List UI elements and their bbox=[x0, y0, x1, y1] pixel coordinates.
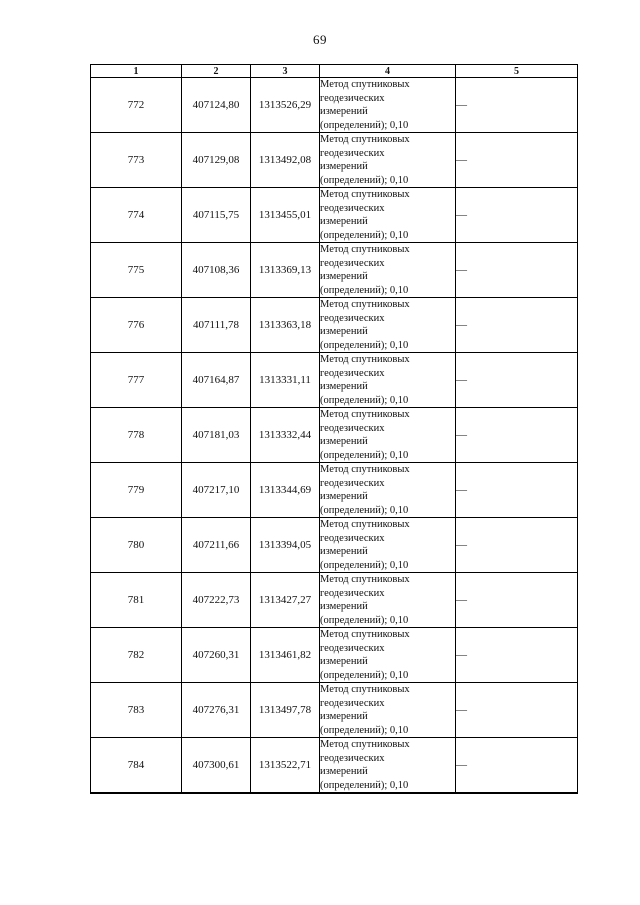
method-line: геодезических bbox=[320, 367, 385, 379]
method-line: измерений bbox=[320, 271, 368, 282]
method-line: (определений); 0,10 bbox=[320, 119, 409, 131]
method-cell bbox=[320, 353, 456, 408]
method-cell bbox=[320, 298, 456, 353]
table-row bbox=[91, 628, 578, 683]
x-coordinate-cell: 407260,31 bbox=[182, 628, 251, 683]
note-cell: — bbox=[456, 298, 578, 353]
note-cell: — bbox=[456, 518, 578, 573]
method-cell bbox=[320, 683, 456, 738]
note-cell: — bbox=[456, 188, 578, 243]
x-coordinate-cell: 407115,75 bbox=[182, 188, 251, 243]
method-line: (определений); 0,10 bbox=[320, 669, 409, 681]
method-line: (определений); 0,10 bbox=[320, 559, 409, 571]
method-cell bbox=[320, 573, 456, 628]
x-coordinate-cell: 407124,80 bbox=[182, 78, 251, 133]
coordinates-table bbox=[90, 64, 578, 794]
method-line: Метод спутниковых bbox=[320, 464, 410, 475]
note-cell: — bbox=[456, 78, 578, 133]
point-number-cell: 783 bbox=[91, 683, 182, 738]
x-coordinate-cell: 407211,66 bbox=[182, 518, 251, 573]
y-coordinate-cell: 1313344,69 bbox=[251, 463, 320, 518]
column-header: 2 bbox=[182, 65, 251, 78]
y-coordinate-cell: 1313363,18 bbox=[251, 298, 320, 353]
method-line: измерений bbox=[320, 436, 368, 447]
x-coordinate-cell: 407108,36 bbox=[182, 243, 251, 298]
table-row bbox=[91, 353, 578, 408]
method-line: геодезических bbox=[320, 642, 385, 654]
table-row bbox=[91, 518, 578, 573]
method-cell bbox=[320, 518, 456, 573]
note-cell: — bbox=[456, 408, 578, 463]
table-row bbox=[91, 463, 578, 518]
point-number-cell: 773 bbox=[91, 133, 182, 188]
point-number-cell: 776 bbox=[91, 298, 182, 353]
method-line: Метод спутниковых bbox=[320, 684, 410, 695]
method-line: геодезических bbox=[320, 257, 385, 269]
note-cell: — bbox=[456, 738, 578, 794]
y-coordinate-cell: 1313461,82 bbox=[251, 628, 320, 683]
y-coordinate-cell: 1313427,27 bbox=[251, 573, 320, 628]
method-line: геодезических bbox=[320, 92, 385, 104]
table-row bbox=[91, 573, 578, 628]
method-line: Метод спутниковых bbox=[320, 354, 410, 365]
y-coordinate-cell: 1313522,71 bbox=[251, 738, 320, 794]
x-coordinate-cell: 407276,31 bbox=[182, 683, 251, 738]
y-coordinate-cell: 1313497,78 bbox=[251, 683, 320, 738]
table-row bbox=[91, 78, 578, 133]
method-line: (определений); 0,10 bbox=[320, 504, 409, 516]
method-line: Метод спутниковых bbox=[320, 134, 410, 145]
table-row bbox=[91, 408, 578, 463]
method-line: (определений); 0,10 bbox=[320, 779, 409, 791]
method-line: геодезических bbox=[320, 422, 385, 434]
note-cell: — bbox=[456, 463, 578, 518]
y-coordinate-cell: 1313526,29 bbox=[251, 78, 320, 133]
method-line: (определений); 0,10 bbox=[320, 449, 409, 461]
method-line: (определений); 0,10 bbox=[320, 284, 409, 296]
method-line: (определений); 0,10 bbox=[320, 614, 409, 626]
method-line: Метод спутниковых bbox=[320, 629, 410, 640]
table-body bbox=[91, 78, 578, 794]
method-line: геодезических bbox=[320, 202, 385, 214]
method-cell bbox=[320, 738, 456, 794]
x-coordinate-cell: 407129,08 bbox=[182, 133, 251, 188]
method-line: измерений bbox=[320, 546, 368, 557]
point-number-cell: 772 bbox=[91, 78, 182, 133]
method-line: (определений); 0,10 bbox=[320, 229, 409, 241]
x-coordinate-cell: 407111,78 bbox=[182, 298, 251, 353]
method-line: измерений bbox=[320, 656, 368, 667]
note-cell: — bbox=[456, 628, 578, 683]
page-number: 69 bbox=[313, 32, 327, 47]
point-number-cell: 781 bbox=[91, 573, 182, 628]
method-line: измерений bbox=[320, 106, 368, 117]
x-coordinate-cell: 407222,73 bbox=[182, 573, 251, 628]
method-line: измерений bbox=[320, 326, 368, 337]
method-line: измерений bbox=[320, 711, 368, 722]
note-cell: — bbox=[456, 353, 578, 408]
point-number-cell: 779 bbox=[91, 463, 182, 518]
column-header: 5 bbox=[456, 65, 578, 78]
point-number-cell: 778 bbox=[91, 408, 182, 463]
method-line: геодезических bbox=[320, 147, 385, 159]
table-row bbox=[91, 298, 578, 353]
y-coordinate-cell: 1313332,44 bbox=[251, 408, 320, 463]
point-number-cell: 775 bbox=[91, 243, 182, 298]
x-coordinate-cell: 407217,10 bbox=[182, 463, 251, 518]
method-line: измерений bbox=[320, 161, 368, 172]
table-row bbox=[91, 738, 578, 794]
method-line: измерений bbox=[320, 381, 368, 392]
table-header-row bbox=[91, 65, 578, 78]
method-line: измерений bbox=[320, 601, 368, 612]
x-coordinate-cell: 407300,61 bbox=[182, 738, 251, 794]
method-line: Метод спутниковых bbox=[320, 189, 410, 200]
table-row bbox=[91, 133, 578, 188]
method-cell bbox=[320, 628, 456, 683]
method-line: Метод спутниковых bbox=[320, 79, 410, 90]
method-cell bbox=[320, 133, 456, 188]
method-line: Метод спутниковых bbox=[320, 739, 410, 750]
method-cell bbox=[320, 78, 456, 133]
method-line: Метод спутниковых bbox=[320, 244, 410, 255]
method-line: измерений bbox=[320, 216, 368, 227]
table-row bbox=[91, 683, 578, 738]
y-coordinate-cell: 1313455,01 bbox=[251, 188, 320, 243]
method-line: Метод спутниковых bbox=[320, 519, 410, 530]
method-line: геодезических bbox=[320, 752, 385, 764]
point-number-cell: 784 bbox=[91, 738, 182, 794]
method-line: (определений); 0,10 bbox=[320, 724, 409, 736]
method-line: измерений bbox=[320, 766, 368, 777]
note-cell: — bbox=[456, 243, 578, 298]
method-cell bbox=[320, 243, 456, 298]
point-number-cell: 780 bbox=[91, 518, 182, 573]
method-cell bbox=[320, 463, 456, 518]
column-header: 3 bbox=[251, 65, 320, 78]
method-line: Метод спутниковых bbox=[320, 299, 410, 310]
method-line: геодезических bbox=[320, 532, 385, 544]
x-coordinate-cell: 407164,87 bbox=[182, 353, 251, 408]
point-number-cell: 777 bbox=[91, 353, 182, 408]
y-coordinate-cell: 1313369,13 bbox=[251, 243, 320, 298]
method-line: Метод спутниковых bbox=[320, 409, 410, 420]
y-coordinate-cell: 1313492,08 bbox=[251, 133, 320, 188]
table-row bbox=[91, 188, 578, 243]
note-cell: — bbox=[456, 683, 578, 738]
y-coordinate-cell: 1313394,05 bbox=[251, 518, 320, 573]
method-line: (определений); 0,10 bbox=[320, 339, 409, 351]
column-header: 4 bbox=[320, 65, 456, 78]
method-line: геодезических bbox=[320, 587, 385, 599]
table-row bbox=[91, 243, 578, 298]
method-line: геодезических bbox=[320, 312, 385, 324]
method-line: геодезических bbox=[320, 477, 385, 489]
note-cell: — bbox=[456, 573, 578, 628]
x-coordinate-cell: 407181,03 bbox=[182, 408, 251, 463]
method-line: (определений); 0,10 bbox=[320, 394, 409, 406]
method-line: (определений); 0,10 bbox=[320, 174, 409, 186]
method-cell bbox=[320, 188, 456, 243]
method-cell bbox=[320, 408, 456, 463]
method-line: измерений bbox=[320, 491, 368, 502]
point-number-cell: 774 bbox=[91, 188, 182, 243]
column-header: 1 bbox=[91, 65, 182, 78]
note-cell: — bbox=[456, 133, 578, 188]
method-line: Метод спутниковых bbox=[320, 574, 410, 585]
method-line: геодезических bbox=[320, 697, 385, 709]
y-coordinate-cell: 1313331,11 bbox=[251, 353, 320, 408]
point-number-cell: 782 bbox=[91, 628, 182, 683]
